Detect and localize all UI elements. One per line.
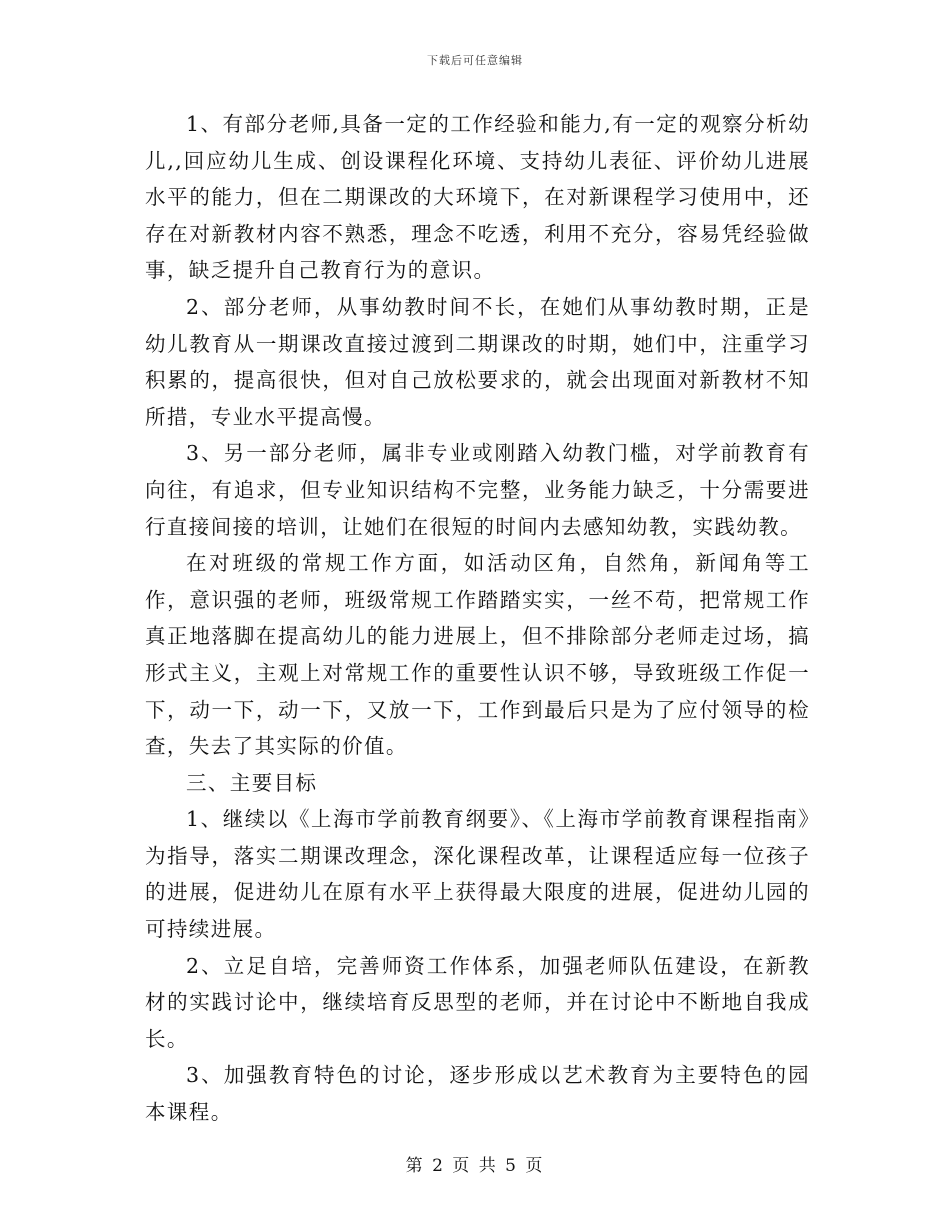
page-number-footer: 第 2 页 共 5 页 [405,1156,545,1176]
page-header: 下载后可任意编辑 [427,54,523,67]
section-heading-main-goals: 三、主要目标 [186,770,318,795]
paragraph-class-routine: 在对班级的常规工作方面，如活动区角，自然角，新闻角等工作，意识强的老师，班级常规工作踏踏实实，一丝不苟，把常规工作真正地落脚在提高幼儿的能力进展上，但不排除部分老师走过场，搞形式主义，主观上对常规工作的重要性认识不够，导致班级工作促一下，动一下，动一下，又放一下，工作到最后只是为了应付领导的检查，失去了其实际的价值。 [145,551,810,759]
paragraph-teachers-experienced: 1、有部分老师,具备一定的工作经验和能力,有一定的观察分析幼儿,,回应幼儿生成、创设课程化环境、支持幼儿表征、评价幼儿进展水平的能力，但在二期课改的大环境下，在对新课程学习使用中，还存在对新教材内容不熟悉，理念不吃透，利用不充分，容易凭经验做事，缺乏提升自己教育行为的意识。 [145,112,810,283]
document-body [145,106,810,1131]
goal-item-1: 1、继续以《上海市学前教育纲要》、《上海市学前教育课程指南》为指导，落实二期课改理念，深化课程改革，让课程适应每一位孩子的进展，促进幼儿在原有水平上获得最大限度的进展，促进幼儿园的可持续进展。 [145,807,810,942]
paragraph-teachers-new: 2、部分老师，从事幼教时间不长，在她们从事幼教时期，正是幼儿教育从一期课改直接过渡到二期课改的时期，她们中，注重学习积累的，提高很快，但对自己放松要求的，就会出现面对新教材不知所措，专业水平提高慢。 [145,294,810,429]
goal-item-2: 2、立足自培，完善师资工作体系，加强老师队伍建设，在新教材的实践讨论中，继续培育反思型的老师，并在讨论中不断地自我成长。 [145,953,810,1051]
goal-item-3: 3、加强教育特色的讨论，逐步形成以艺术教育为主要特色的园本课程。 [145,1063,810,1125]
paragraph-teachers-nonprofessional: 3、另一部分老师，属非专业或刚踏入幼教门槛，对学前教育有向往，有追求，但专业知识结构不完整，业务能力缺乏，十分需要进行直接间接的培训，让她们在很短的时间内去感知幼教，实践幼教。 [145,441,810,539]
